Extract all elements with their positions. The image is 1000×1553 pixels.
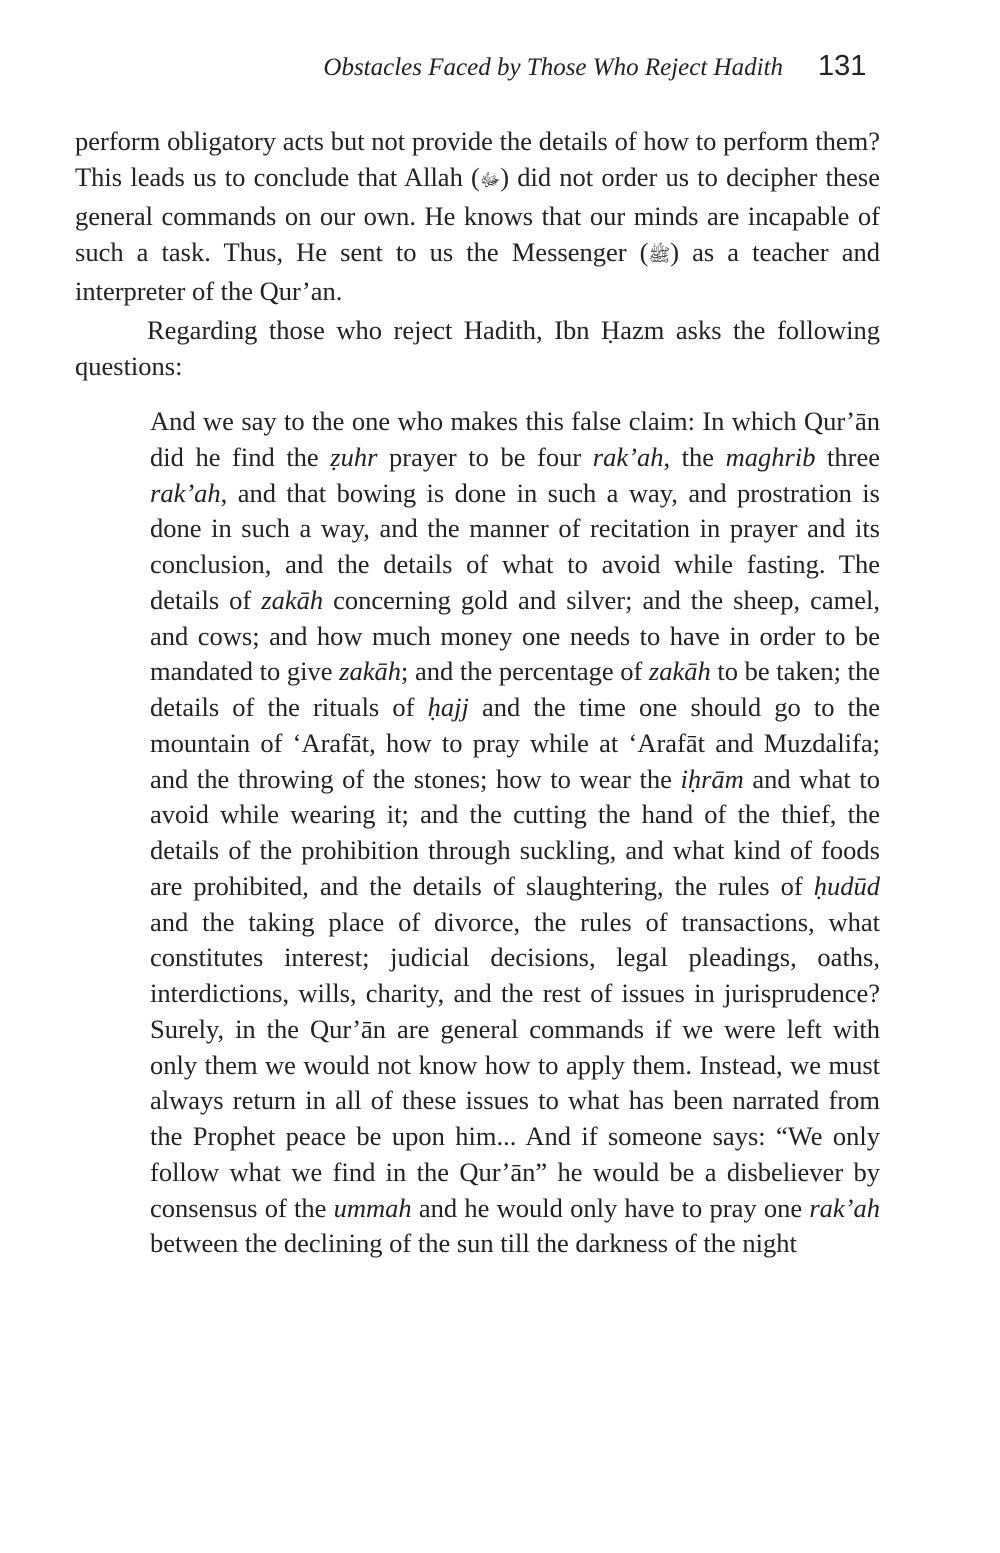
quote-text: and the taking place of divorce, the rules of transactions, what constitutes interest; judicial decisions, legal pleadings, oaths, interdictions, wills, charity, and the rest of issues in jurisprudence? Surely, in the Qur’ān are general commands if we were left with only them we would not know how to apply them. Instead, we must always return in all of these issues to what has been narrated from the Prophet peace be upon him... And if someone says: “We only follow what we find in the Qur’ān” he would be a disbeliever by consensus of the — [150, 906, 880, 1223]
body-paragraph-1 — [75, 123, 880, 309]
quote-text: and what to avoid while wearing it; and the cutting the hand of the thief, the details of the prohibition through suckling, and what kind of foods are prohibited, and the details of slaughtering, the rules of — [150, 763, 880, 901]
paragraph-text: ) did not order us to decipher these general commands on our own. He knows that our minds are incapable of such a task. Thus, He sent to us the Messenger ( — [75, 162, 880, 267]
quote-text: prayer to be four — [377, 441, 593, 472]
quote-text: and the time one should go to the mountain of ‘Arafāt, how to pray while at ‘Arafāt and Muzdalifa; and the throwing of the stones; how to wear the — [150, 692, 880, 794]
quote-text: concerning gold and silver; and the sheep, camel, and cows; and how much money one needs to have in order to be mandated to give — [150, 584, 881, 687]
quote-text: ; and the percentage of — [400, 656, 649, 687]
quote-italic-term: zakāh — [339, 656, 401, 687]
quote-text: , and that bowing is done in such a way, and prostration is done in such a way, and the manner of recitation in prayer and its conclusion, and the details of what to avoid while fasting. The details of — [150, 477, 880, 615]
quote-text: between the declining of the sun till the darkness of the night — [150, 1228, 797, 1259]
quote-italic-term: rak’ah — [150, 477, 221, 508]
quote-italic-term: ummah — [333, 1192, 412, 1223]
quote-italic-term: iḥrām — [680, 763, 744, 794]
quote-italic-term: ḥudūd — [813, 870, 880, 901]
quote-italic-term: ḥajj — [427, 692, 469, 722]
quote-italic-term: rak’ah — [592, 441, 664, 472]
paragraph-text: ) as a teacher and interpreter of the Qur’an. — [75, 237, 880, 306]
block-quote — [150, 404, 880, 1262]
honorific-glyph: ﷻ — [479, 170, 501, 190]
quote-text: to be taken; the details of the rituals of — [150, 656, 881, 722]
quote-text: and he would only have to pray one — [411, 1192, 810, 1223]
quote-italic-term: zakāh — [261, 584, 324, 615]
quote-text: , the — [663, 441, 726, 472]
honorific-glyph: ﷺ — [648, 245, 671, 265]
quote-italic-term: ẓuhr — [330, 441, 378, 472]
page-number: 131 — [818, 50, 867, 82]
quote-text: And we say to the one who makes this false claim: In which Qur’ān did he find the — [150, 406, 880, 472]
quote-italic-term: maghrib — [725, 441, 816, 472]
quote-text: three — [815, 441, 880, 472]
quote-italic-term: rak’ah — [809, 1192, 880, 1223]
running-header-title: Obstacles Faced by Those Who Reject Hadith — [323, 54, 783, 81]
body-paragraph-2: Regarding those who reject Hadith, Ibn Ḥazm asks the following questions: — [75, 315, 880, 381]
paragraph-text: perform obligatory acts but not provide the details of how to perform them? This leads us to conclude that Allah ( — [75, 126, 880, 192]
quote-italic-term: zakāh — [648, 656, 711, 687]
running-header — [0, 50, 1000, 90]
